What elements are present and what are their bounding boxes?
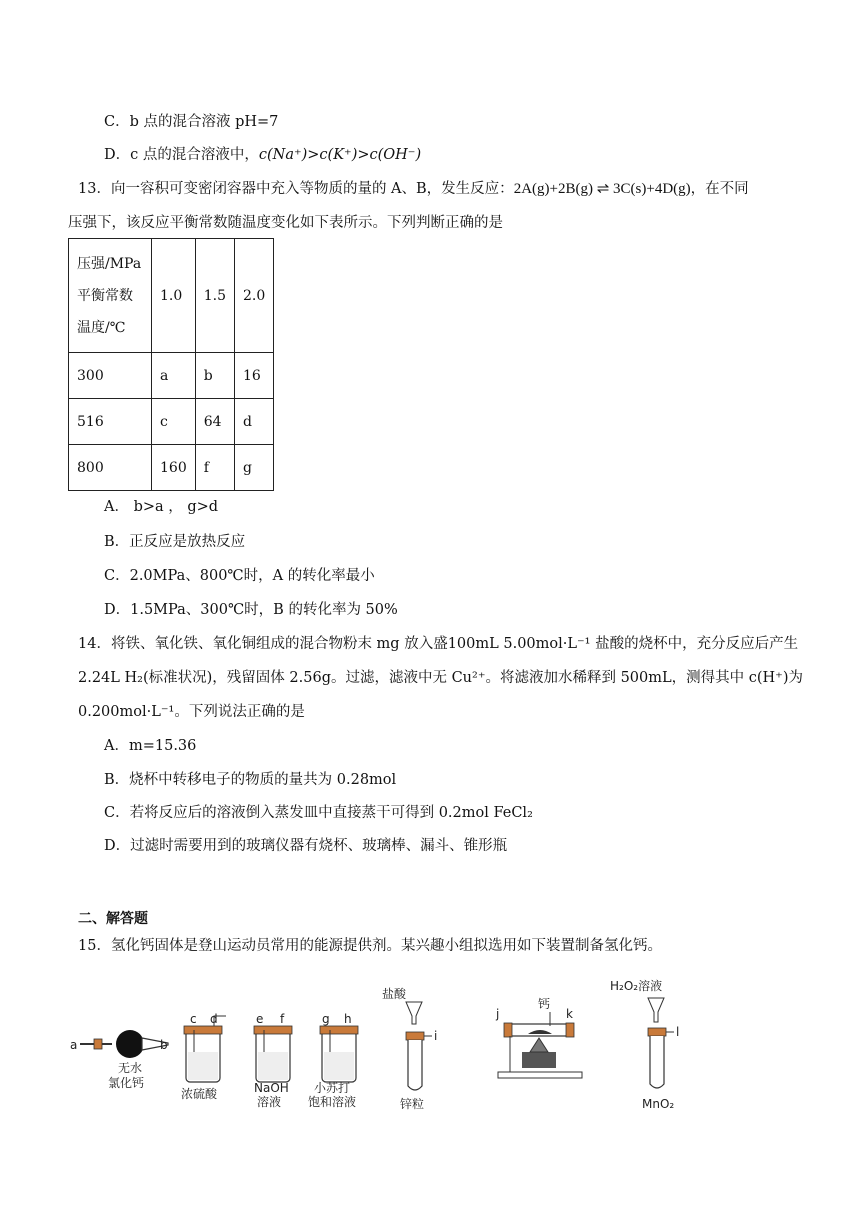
q12-option-d-prefix: D．c 点的混合溶液中，	[104, 147, 259, 163]
value-cell: a	[152, 353, 196, 399]
q12-option-d	[104, 145, 421, 165]
table-row	[69, 399, 274, 445]
bottle1-port-c: c	[190, 1012, 197, 1026]
header-line-pressure: 压强/MPa	[77, 255, 142, 272]
q14-stem-line2: 2.24L H₂(标准状况)，残留固体 2.56g。过滤，滤液中无 Cu²⁺。将滤液加水稀释到 500mL，测得其中 c(H⁺)为	[78, 670, 803, 686]
q13-stem-line1	[78, 179, 749, 199]
o2-tube-bottom-label: MnO₂	[642, 1097, 675, 1111]
value-cell: g	[235, 445, 274, 491]
drying-tube-port-b: b	[160, 1038, 168, 1052]
pressure-cell: 1.0	[152, 239, 196, 353]
o2-tube-port-l: l	[676, 1025, 680, 1039]
q14-option-c: C．若将反应后的溶液倒入蒸发皿中直接蒸干可得到 0.2mol FeCl₂	[104, 805, 533, 821]
bottle2-label-line1: NaOH	[254, 1081, 289, 1095]
bottle2-port-e: e	[256, 1012, 264, 1026]
pressure-cell: 1.5	[195, 239, 234, 353]
q13-option-a: A． b>a ， g>d	[104, 499, 219, 515]
temp-cell: 300	[69, 353, 152, 399]
value-cell: 160	[152, 445, 196, 491]
q12-option-c: C．b 点的混合溶液 pH=7	[104, 114, 279, 130]
apparatus-figure	[70, 968, 710, 1118]
q13-stem-post: ，在不同	[690, 181, 749, 197]
q13-equation: 2A(g)+2B(g) ⇌ 3C(s)+4D(g)	[513, 181, 691, 197]
q13-stem-pre: 13．向一容积可变密闭容器中充入等物质的量的 A、B，发生反应：	[78, 181, 514, 197]
header-line-constant: 平衡常数	[77, 287, 133, 304]
bottle-baking-soda	[308, 1012, 358, 1109]
value-cell: f	[195, 445, 234, 491]
bottle2-port-f: f	[280, 1012, 285, 1026]
drying-tube-label-line2: 氯化钙	[108, 1076, 145, 1090]
furnace-port-k: k	[566, 1007, 573, 1021]
q14-option-d: D．过滤时需要用到的玻璃仪器有烧杯、玻璃棒、漏斗、锥形瓶	[104, 838, 508, 854]
zinc-tube-bottom-label: 锌粒	[400, 1097, 425, 1111]
table-header-cell	[69, 239, 152, 353]
bottle1-label: 浓硫酸	[181, 1087, 218, 1101]
q14-stem-line3: 0.200mol·L⁻¹。下列说法正确的是	[78, 704, 305, 720]
table-row	[69, 445, 274, 491]
bottle3-port-h: h	[344, 1012, 352, 1026]
table-row	[69, 353, 274, 399]
furnace-port-j: j	[496, 1007, 500, 1021]
bottle3-port-g: g	[322, 1012, 330, 1026]
bottle2-label-line2: 溶液	[257, 1095, 282, 1109]
value-cell: b	[195, 353, 234, 399]
zinc-tube-top-label: 盐酸	[382, 987, 407, 1001]
pressure-cell: 2.0	[235, 239, 274, 353]
value-cell: 16	[235, 353, 274, 399]
value-cell: 64	[195, 399, 234, 445]
bottle-conc-sulfuric	[181, 1012, 226, 1101]
q13-table	[68, 238, 274, 491]
furnace-label: 钙	[538, 997, 551, 1011]
q13-option-c: C．2.0MPa、800℃时，A 的转化率最小	[104, 568, 375, 584]
q13-option-d: D．1.5MPa、300℃时，B 的转化率为 50%	[104, 602, 398, 618]
drying-tube-port-a: a	[70, 1038, 78, 1052]
zinc-tube	[382, 986, 437, 1111]
furnace-tube	[495, 997, 582, 1078]
temp-cell: 800	[69, 445, 152, 491]
value-cell: c	[152, 399, 196, 445]
zinc-tube-port-i: i	[434, 1029, 438, 1043]
q15-stem: 15．氢化钙固体是登山运动员常用的能源提供剂。某兴趣小组拟选用如下装置制备氢化钙。	[78, 938, 662, 954]
q12-option-d-formula: c(Na⁺)>c(K⁺)>c(OH⁻)	[258, 147, 422, 163]
q13-option-b: B．正反应是放热反应	[104, 534, 246, 550]
section-heading: 二、解答题	[78, 911, 148, 927]
q14-stem-line1: 14．将铁、氧化铁、氧化铜组成的混合物粉末 mg 放入盛100mL 5.00mol·L⁻¹ 盐酸的烧杯中，充分反应后产生	[78, 636, 799, 652]
bottle-naoh	[254, 1012, 292, 1109]
q13-stem-line2: 压强下，该反应平衡常数随温度变化如下表所示。下列判断正确的是	[68, 215, 503, 231]
header-line-temp: 温度/℃	[77, 319, 126, 336]
bottle1-port-d: d	[210, 1012, 218, 1026]
q14-option-b: B．烧杯中转移电子的物质的量共为 0.28mol	[104, 772, 397, 788]
drying-tube	[70, 1030, 168, 1090]
temp-cell: 516	[69, 399, 152, 445]
o2-tube	[610, 978, 679, 1111]
q14-option-a: A．m=15.36	[104, 738, 197, 754]
drying-tube-label-line1: 无水	[118, 1061, 143, 1075]
o2-tube-top-label: H₂O₂溶液	[610, 979, 663, 993]
bottle3-label-line1: 小苏打	[314, 1081, 351, 1095]
bottle3-label-line2: 饱和溶液	[308, 1095, 357, 1109]
value-cell: d	[235, 399, 274, 445]
